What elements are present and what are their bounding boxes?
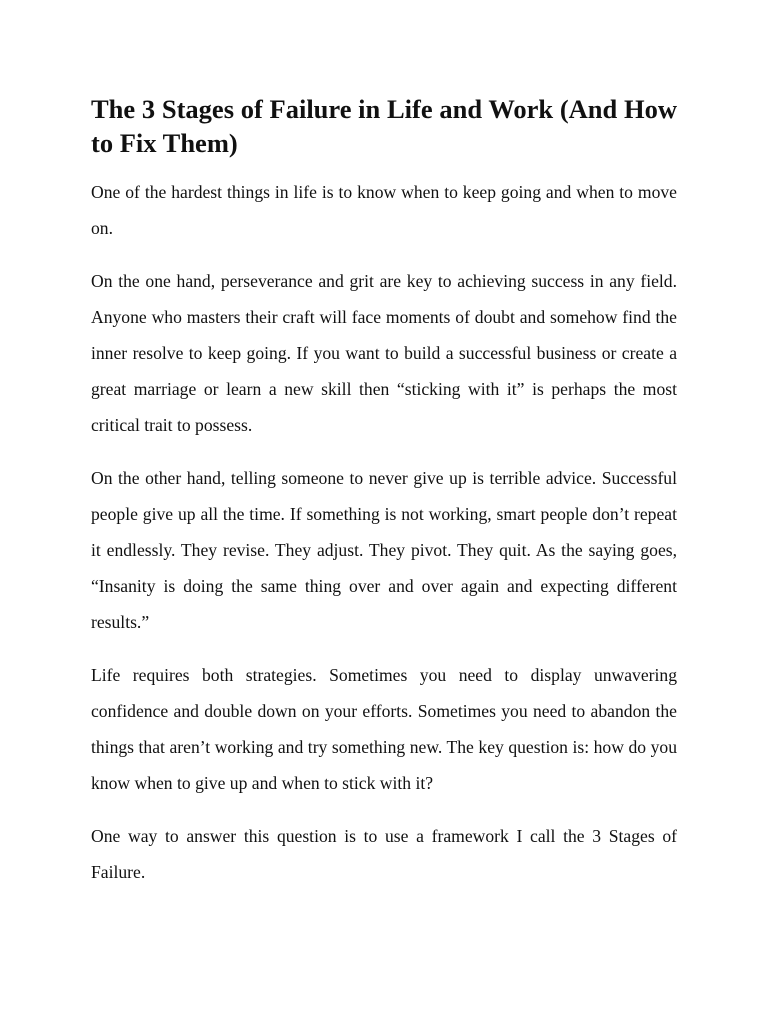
document-title: The 3 Stages of Failure in Life and Work (And How to Fix Them) (91, 94, 677, 158)
paragraph-5: One way to answer this question is to use a framework I call the 3 Stages of Failure. (91, 826, 677, 882)
paragraph-4: Life requires both strategies. Sometimes you need to display unwavering confidence and double down on your efforts. Sometimes you need to abandon the things that aren’t working and try something new. The key question is: how do you know when to give up and when to stick with it? (91, 665, 677, 793)
paragraph-2: On the one hand, perseverance and grit are key to achieving success in any field. Anyone who masters their craft will face moments of doubt and somehow find the inner resolve to keep going. If you want to build a successful business or create a great marriage or learn a new skill then “sticking with it” is perhaps the most critical trait to possess. (91, 271, 677, 435)
paragraph-3: On the other hand, telling someone to never give up is terrible advice. Successful people give up all the time. If something is not working, smart people don’t repeat it endlessly. They revise. They adjust. They pivot. They quit. As the saying goes, “Insanity is doing the same thing over and over again and expecting different results.” (91, 468, 677, 632)
document-body (91, 92, 677, 907)
paragraph-1: One of the hardest things in life is to know when to keep going and when to move on. (91, 182, 677, 238)
